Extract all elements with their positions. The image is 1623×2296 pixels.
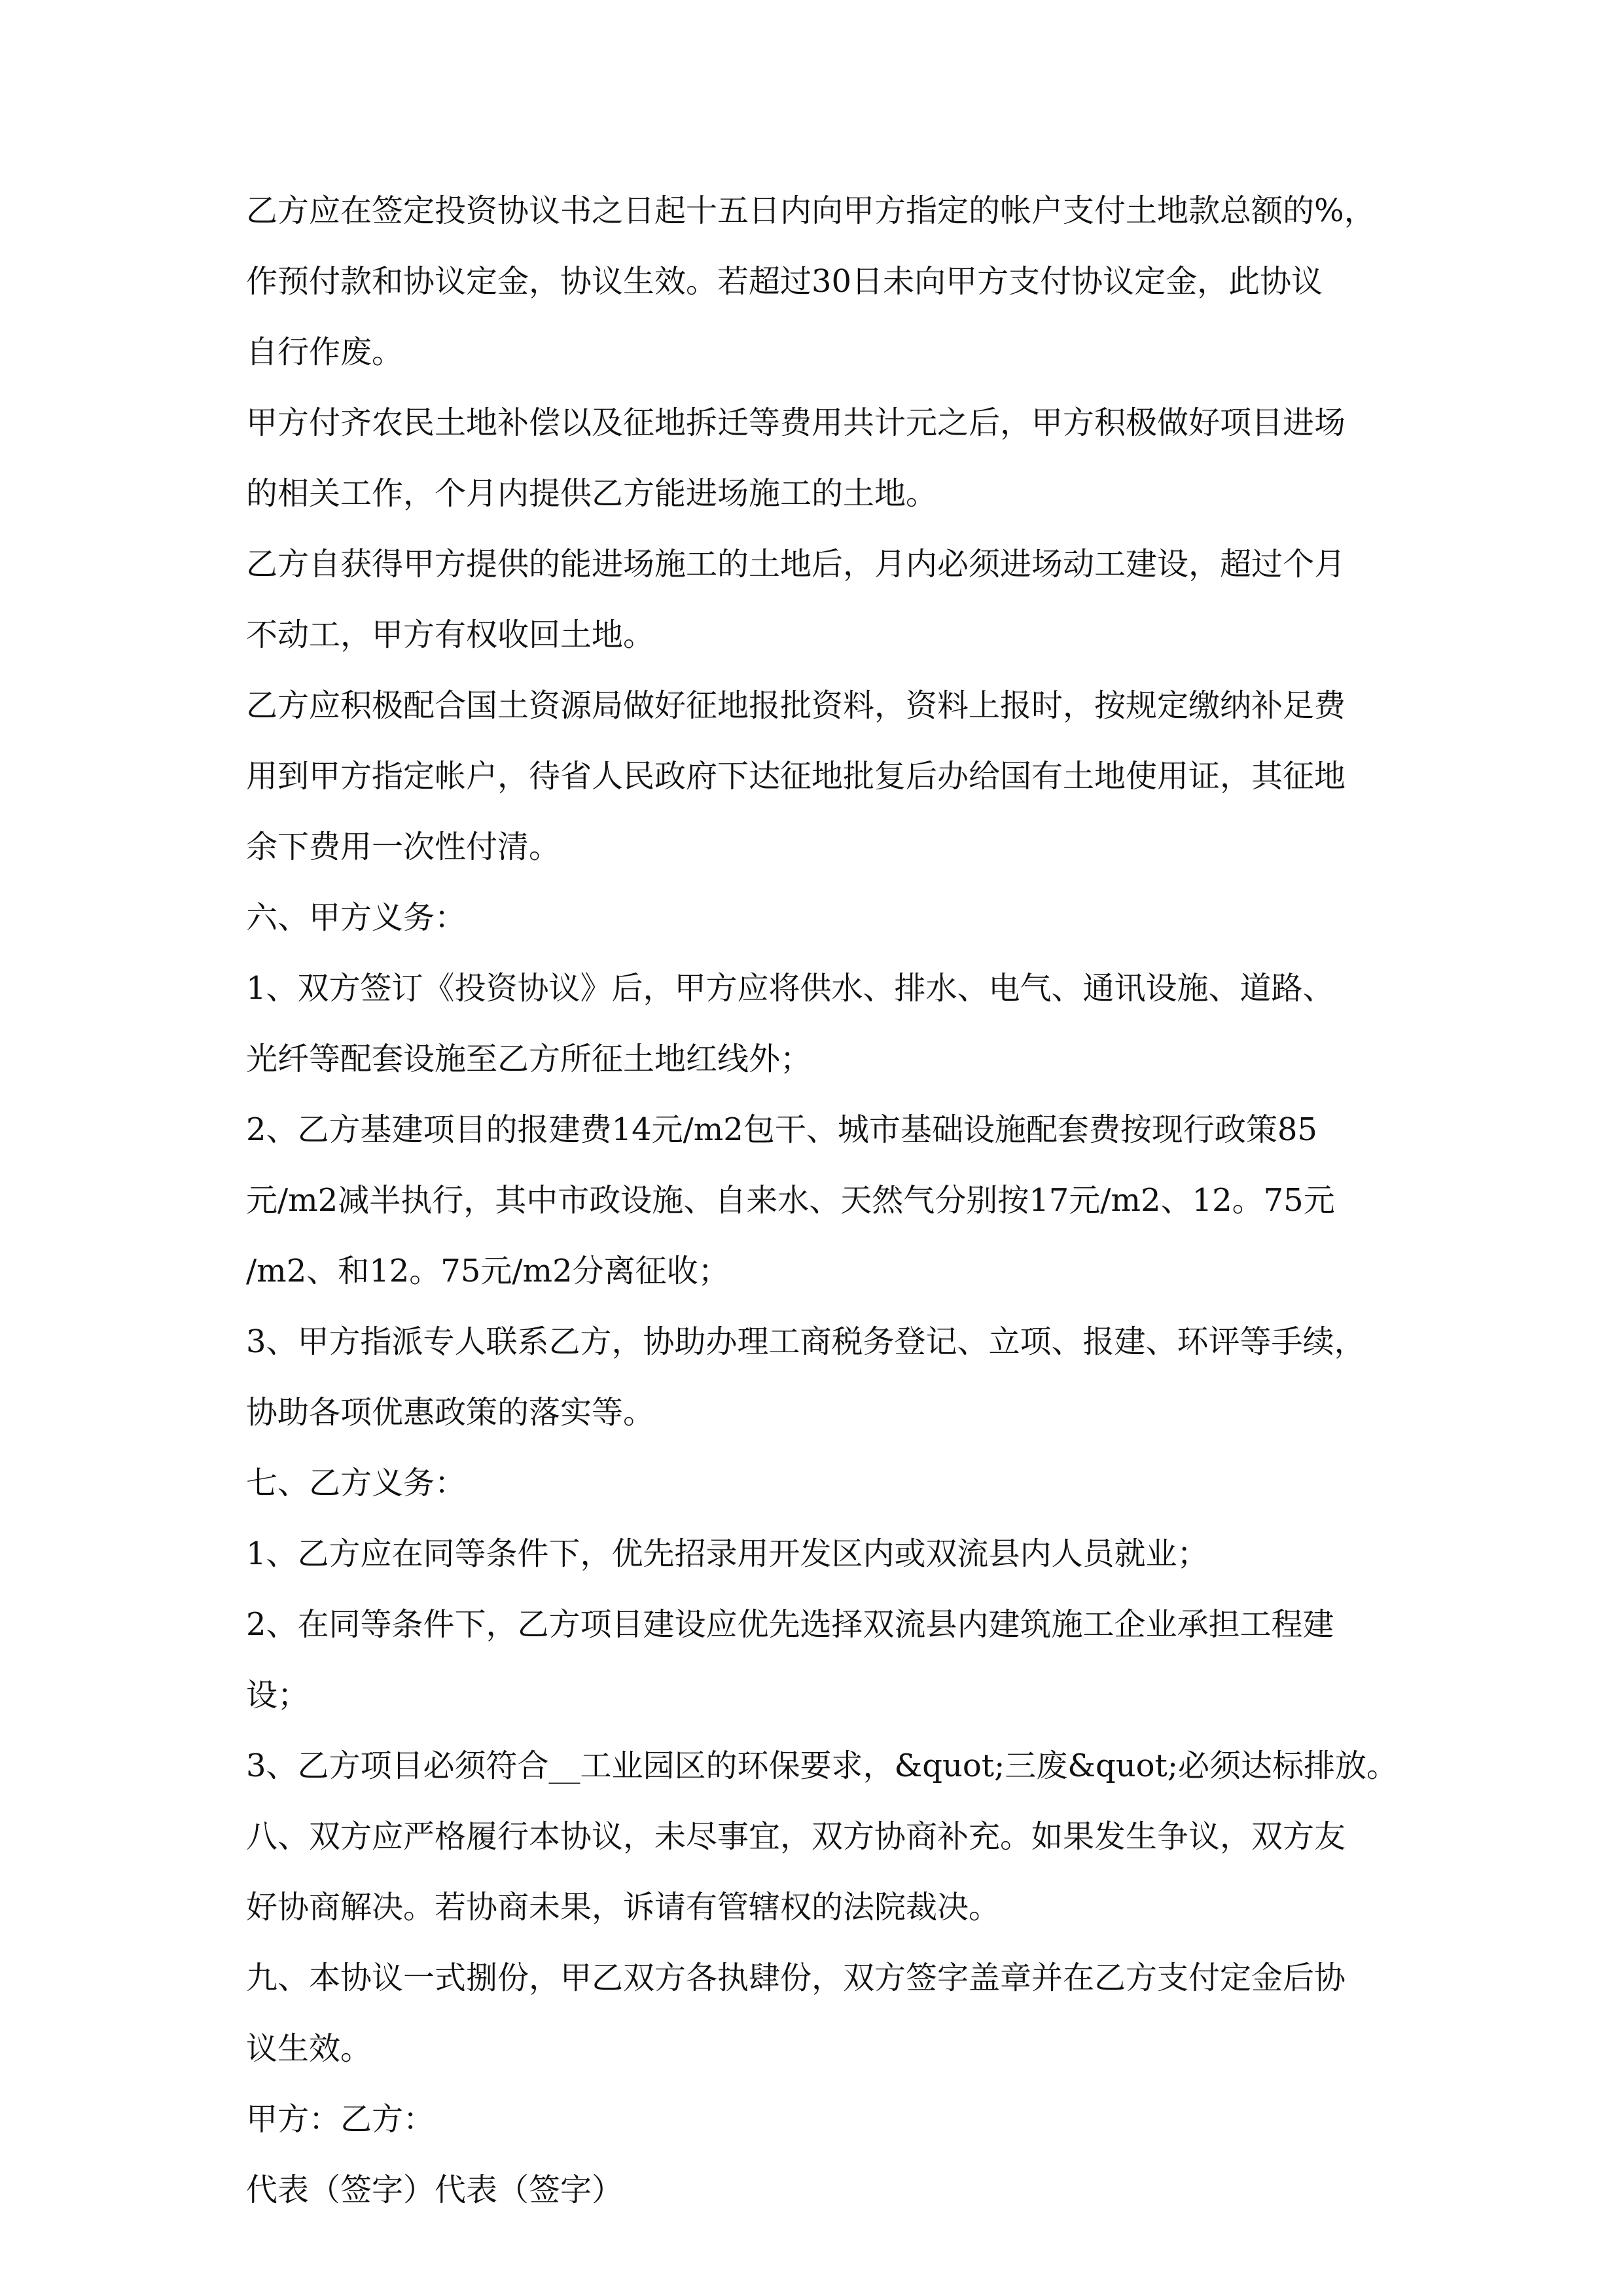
paragraph: [246, 175, 1385, 387]
text-line: 六、甲方义务：: [246, 899, 467, 936]
text-line: 甲方：乙方：: [246, 2101, 435, 2138]
paragraph: [246, 1801, 1385, 1943]
text-line: 余下费用一次性付清。: [246, 829, 561, 865]
text-line: 九、本协议一式捌份，甲乙双方各执肆份，双方签字盖章并在乙方支付定金后协: [246, 1960, 1346, 1996]
paragraph: [246, 1943, 1385, 2084]
text-line: 2、乙方基建项目的报建费14元/m2包干、城市基础设施配套费按现行政策85: [246, 1111, 1317, 1148]
paragraph: [246, 1448, 1385, 1518]
text-line: 设；: [246, 1677, 310, 1713]
text-line: 2、在同等条件下，乙方项目建设应优先选择双流县内建筑施工企业承担工程建: [246, 1606, 1334, 1643]
paragraph: [246, 1094, 1385, 1306]
text-line: 1、乙方应在同等条件下，优先招录用开发区内或双流县内人员就业；: [246, 1535, 1209, 1572]
document-body: [246, 175, 1398, 2225]
paragraph: [246, 2155, 1385, 2225]
text-line: 3、甲方指派专人联系乙方，协助办理工商税务登记、立项、报建、环评等手续，: [246, 1323, 1366, 1360]
text-line: 光纤等配套设施至乙方所征土地红线外；: [246, 1041, 812, 1077]
text-line: 3、乙方项目必须符合__工业园区的环保要求，&quot;三废&quot;必须达标排放。: [246, 1748, 1398, 1784]
paragraph: [246, 882, 1385, 953]
text-line: 议生效。: [246, 2030, 372, 2067]
text-line: 自行作废。: [246, 334, 404, 370]
text-line: /m2、和12。75元/m2分离征收；: [246, 1253, 730, 1289]
text-line: 协助各项优惠政策的落实等。: [246, 1394, 655, 1431]
text-line: 元/m2减半执行，其中市政设施、自来水、天然气分别按17元/m2、12。75元: [246, 1182, 1335, 1219]
paragraph: [246, 1589, 1385, 1731]
text-line: 八、双方应严格履行本协议，未尽事宜，双方协商补充。如果发生争议，双方友: [246, 1818, 1346, 1855]
paragraph: [246, 387, 1385, 529]
paragraph: [246, 1731, 1398, 1801]
text-line: 乙方应积极配合国土资源局做好征地报批资料，资料上报时，按规定缴纳补足费: [246, 687, 1346, 724]
text-line: 代表（签字）代表（签字）: [246, 2172, 624, 2208]
text-line: 1、双方签订《投资协议》后，甲方应将供水、排水、电气、通讯设施、道路、: [246, 970, 1334, 1007]
paragraph: [246, 953, 1385, 1094]
paragraph: [246, 2084, 1385, 2155]
text-line: 甲方付齐农民土地补偿以及征地拆迁等费用共计元之后，甲方积极做好项目进场: [246, 404, 1346, 441]
text-line: 用到甲方指定帐户，待省人民政府下达征地批复后办给国有土地使用证，其征地: [246, 758, 1346, 795]
text-line: 的相关工作，个月内提供乙方能进场施工的土地。: [246, 475, 938, 512]
paragraph: [246, 1518, 1385, 1589]
paragraph: [246, 529, 1385, 670]
text-line: 好协商解决。若协商未果，诉请有管辖权的法院裁决。: [246, 1889, 1001, 1926]
paragraph: [246, 670, 1385, 882]
text-line: 七、乙方义务：: [246, 1465, 467, 1501]
paragraph: [246, 1306, 1385, 1448]
text-line: 乙方自获得甲方提供的能进场施工的土地后，月内必须进场动工建设，超过个月: [246, 546, 1346, 583]
text-line: 乙方应在签定投资协议书之日起十五日内向甲方指定的帐户支付土地款总额的%，: [246, 192, 1376, 229]
text-line: 作预付款和协议定金，协议生效。若超过30日未向甲方支付协议定金，此协议: [246, 263, 1323, 300]
text-line: 不动工，甲方有权收回土地。: [246, 617, 655, 653]
